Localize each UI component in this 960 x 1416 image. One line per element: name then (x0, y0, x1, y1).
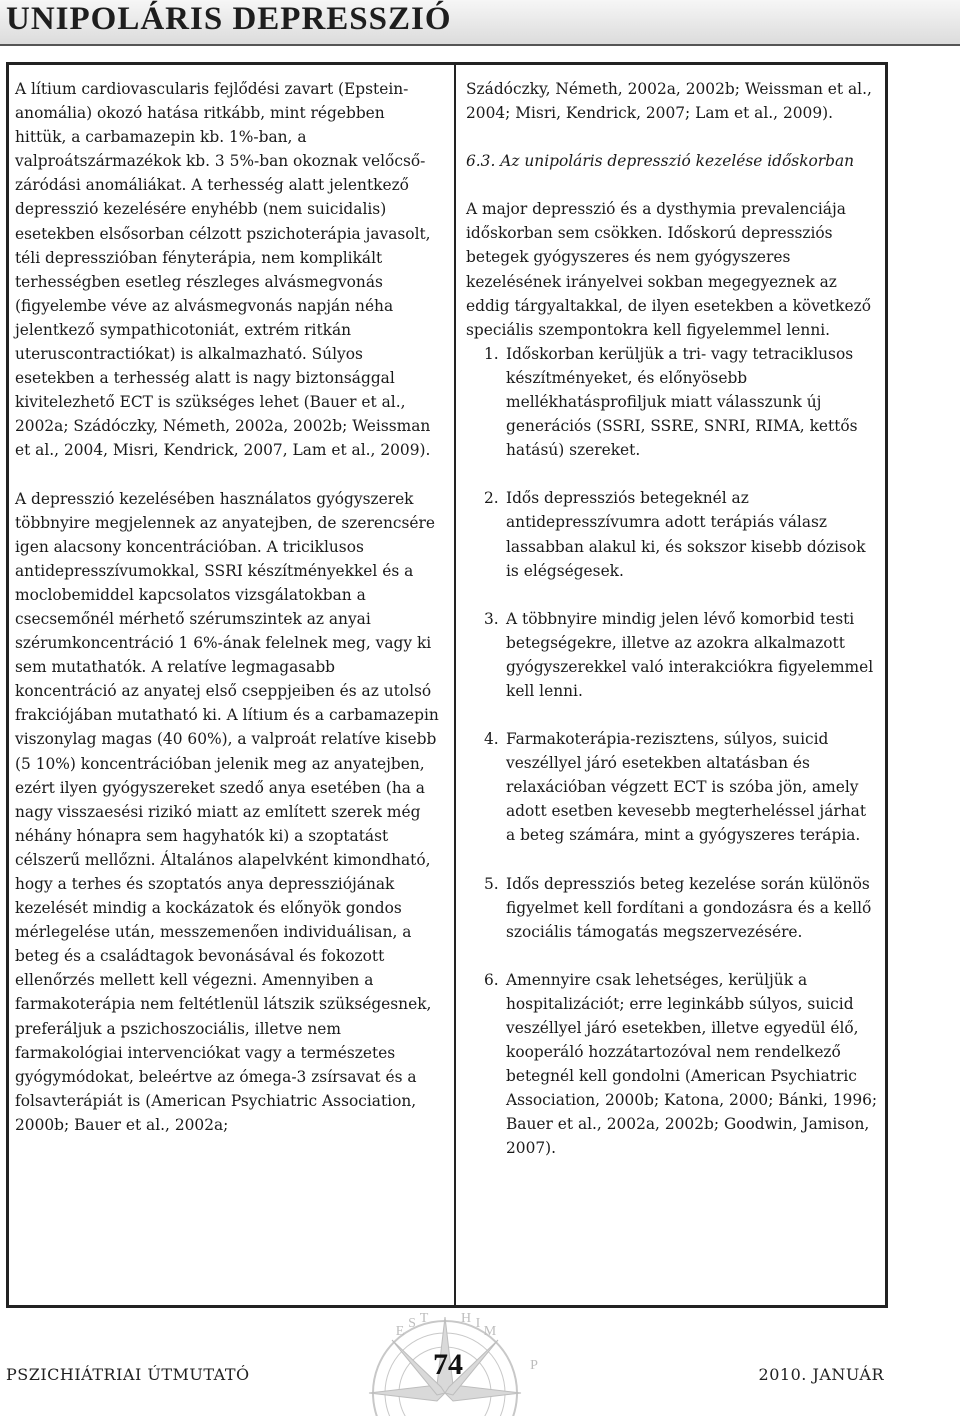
right-column (466, 77, 879, 1185)
left-column (15, 77, 440, 1137)
compass-letter: S (408, 1316, 416, 1331)
list-item-number: 1. (484, 344, 499, 363)
compass-letter: E (395, 1324, 405, 1339)
page-title: UNIPOLÁRIS DEPRESSZIÓ (6, 1, 452, 37)
compass-letter: H (460, 1311, 472, 1326)
footer-date: 2010. JANUÁR (758, 1365, 884, 1384)
list-item-number: 2. (484, 489, 499, 508)
page-header (0, 0, 960, 46)
footer-publication-title: PSZICHIÁTRIAI ÚTMUTATÓ (6, 1365, 250, 1384)
paragraph-breastfeeding: A depresszió kezelésében használatos gyógyszerek többnyire megjelennek az anyatejben, de szerencsére igen alacsony koncentrációban. A triciklusos antidepresszívumokkal, SSRI készítményekkel és a moclobemiddel kapcsolatos vizsgálatokban a csecsemőnél mérhető szérumszintek az anyai szérumkoncentráció 1 6%-ának felelnek meg, vagy ki sem mutathatók. A relatíve legmagasabb koncentráció az anyatej első cseppjeiben és az utolsó frakciójában mutatható ki. A lítium és a carbamazepin viszonylag magas (40 60%), a valproát relatíve kisebb (5 10%) koncentrációban jelenik meg az anyatejben, ezért ilyen gyógyszereket szedő anya esetében (ha a nagy visszaesési rizikó miatt az említett szerek még néhány hónapra sem hagyhatók ki) a szoptatást célszerű mellőzni. Általános alapelvként kimondható, hogy a terhes és szoptatós anya depressziójának kezelését mindig a kockázatok és előnyök gondos mérlegelése után, messzemenően individuálisan, a beteg és a családtagok bevonásával és fokozott ellenőrzés mellett kell végezni. Amennyiben a farmakoterápia nem feltétlenül látszik szükségesnek, preferáljuk a pszichoszociális, illetve nem farmakológiai intervenciókat vagy a természetes gyógymódokat, beleértve az ómega-3 zsírsavat és a folsavterápiát is (American Psychiatric Association, 2000b; Bauer et al., 2002a; (15, 489, 439, 1134)
list-item-text: Amennyire csak lehetséges, kerüljük a hospitalizációt; erre leginkább súlyos, suicid veszéllyel járó esetekben, illetve egyedül élő, kooperáló hozzátartozóval nem rendelkező betegnél kell gondolni (American Psychiatric Association, 2000b; Katona, 2000; Bánki, 1996; Bauer et al., 2002a, 2002b; Goodwin, Jamison, 2007). (506, 970, 878, 1158)
recommendation-list (466, 342, 879, 1161)
list-item (466, 968, 879, 1161)
page-number: 74 (433, 1348, 463, 1381)
paragraph-pregnancy: A lítium cardiovascularis fejlődési zavart (Epstein-anomália) okozó hatása ritkább, mint régebben hittük, a carbamazepin kb. 1%-ban, a valproátszármazékok kb. 3 5%-ban okoznak velőcső-záródási anomáliákat. A terhesség alatt jelentkező depresszió kezelésére enyhébb (nem suicidalis) esetekben elsősorban célzott pszichoterápia javasolt, téli depresszióban fényterápia, nem komplikált terhességben esetleg részleges alvásmegvonás (figyelembe véve az alvásmegvonás napján néha jelentkező sympathicotoniát, extrém ritkán uteruscontractiókat) is alkalmazható. Súlyos esetekben a terhesség alatt is nagy biztonsággal kivitelezhető ECT is szükséges lehet (Bauer et al., 2002a; Szádóczky, Németh, 2002a, 2002b; Weissman et al., 2004, Misri, Kendrick, 2007, Lam et al., 2009). (15, 80, 431, 460)
list-item-number: 3. (484, 609, 499, 628)
list-item-text: Időskorban kerüljük a tri- vagy tetraciklusos készítményeket, és előnyösebb mellékhatásprofiljuk miatt válasszunk új generációs (SSRI, SSRE, SNRI, RIMA, kettős hatású) szereket. (506, 344, 858, 460)
list-item (466, 872, 879, 944)
list-item (466, 727, 879, 847)
list-item-text: Idős depressziós betegeknél az antidepresszívumra adott terápiás válasz lassabban alakul ki, és sokszor kisebb dózisok is elégségesek. (506, 489, 866, 580)
list-item-number: 4. (484, 730, 499, 749)
list-item (466, 486, 879, 582)
section-heading: 6.3. Az unipoláris depresszió kezelése időskorban (466, 152, 855, 171)
list-item-text: A többnyire mindig jelen lévő komorbid testi betegségekre, illetve az azokra alkalmazott gyógyszerekkel való interakciókra figyelemmel kell lenni. (506, 609, 874, 700)
list-item-text: Farmakoterápia-rezisztens, súlyos, suicid veszéllyel járó esetekben altatásban és relaxációban végzett ECT is szóba jön, amely adott esetben kevesebb megterheléssel járhat a beteg számára, mint a gyógyszeres terápia. (506, 730, 867, 845)
compass-letter: I (475, 1316, 481, 1331)
compass-letter: M (483, 1324, 497, 1339)
paragraph-intro: A major depresszió és a dysthymia prevalenciája időskorban sem csökken. Időskorú depressziós betegek gyógyszeres és nem gyógyszeres kezelésének irányelvei sokban megegyeznek az eddig tárgyaltakkal, de ilyen esetekben a következő speciális szempontokra kell figyelemmel lenni. (466, 200, 871, 339)
list-item-number: 5. (484, 874, 499, 893)
content-frame (6, 62, 888, 1308)
list-item (466, 607, 879, 703)
compass-letter: P (530, 1358, 538, 1373)
list-item (466, 342, 879, 462)
column-divider (454, 65, 456, 1305)
list-item-number: 6. (484, 970, 499, 989)
list-item-text: Idős depressziós beteg kezelése során különös figyelmet kell fordítani a gondozásra és a kellő szociális támogatás megszervezésére. (506, 874, 872, 941)
paragraph-continuation: Szádóczky, Németh, 2002a, 2002b; Weissman et al., 2004; Misri, Kendrick, 2007; Lam et al., 2009). (466, 80, 872, 123)
compass-letter: T (419, 1311, 429, 1326)
